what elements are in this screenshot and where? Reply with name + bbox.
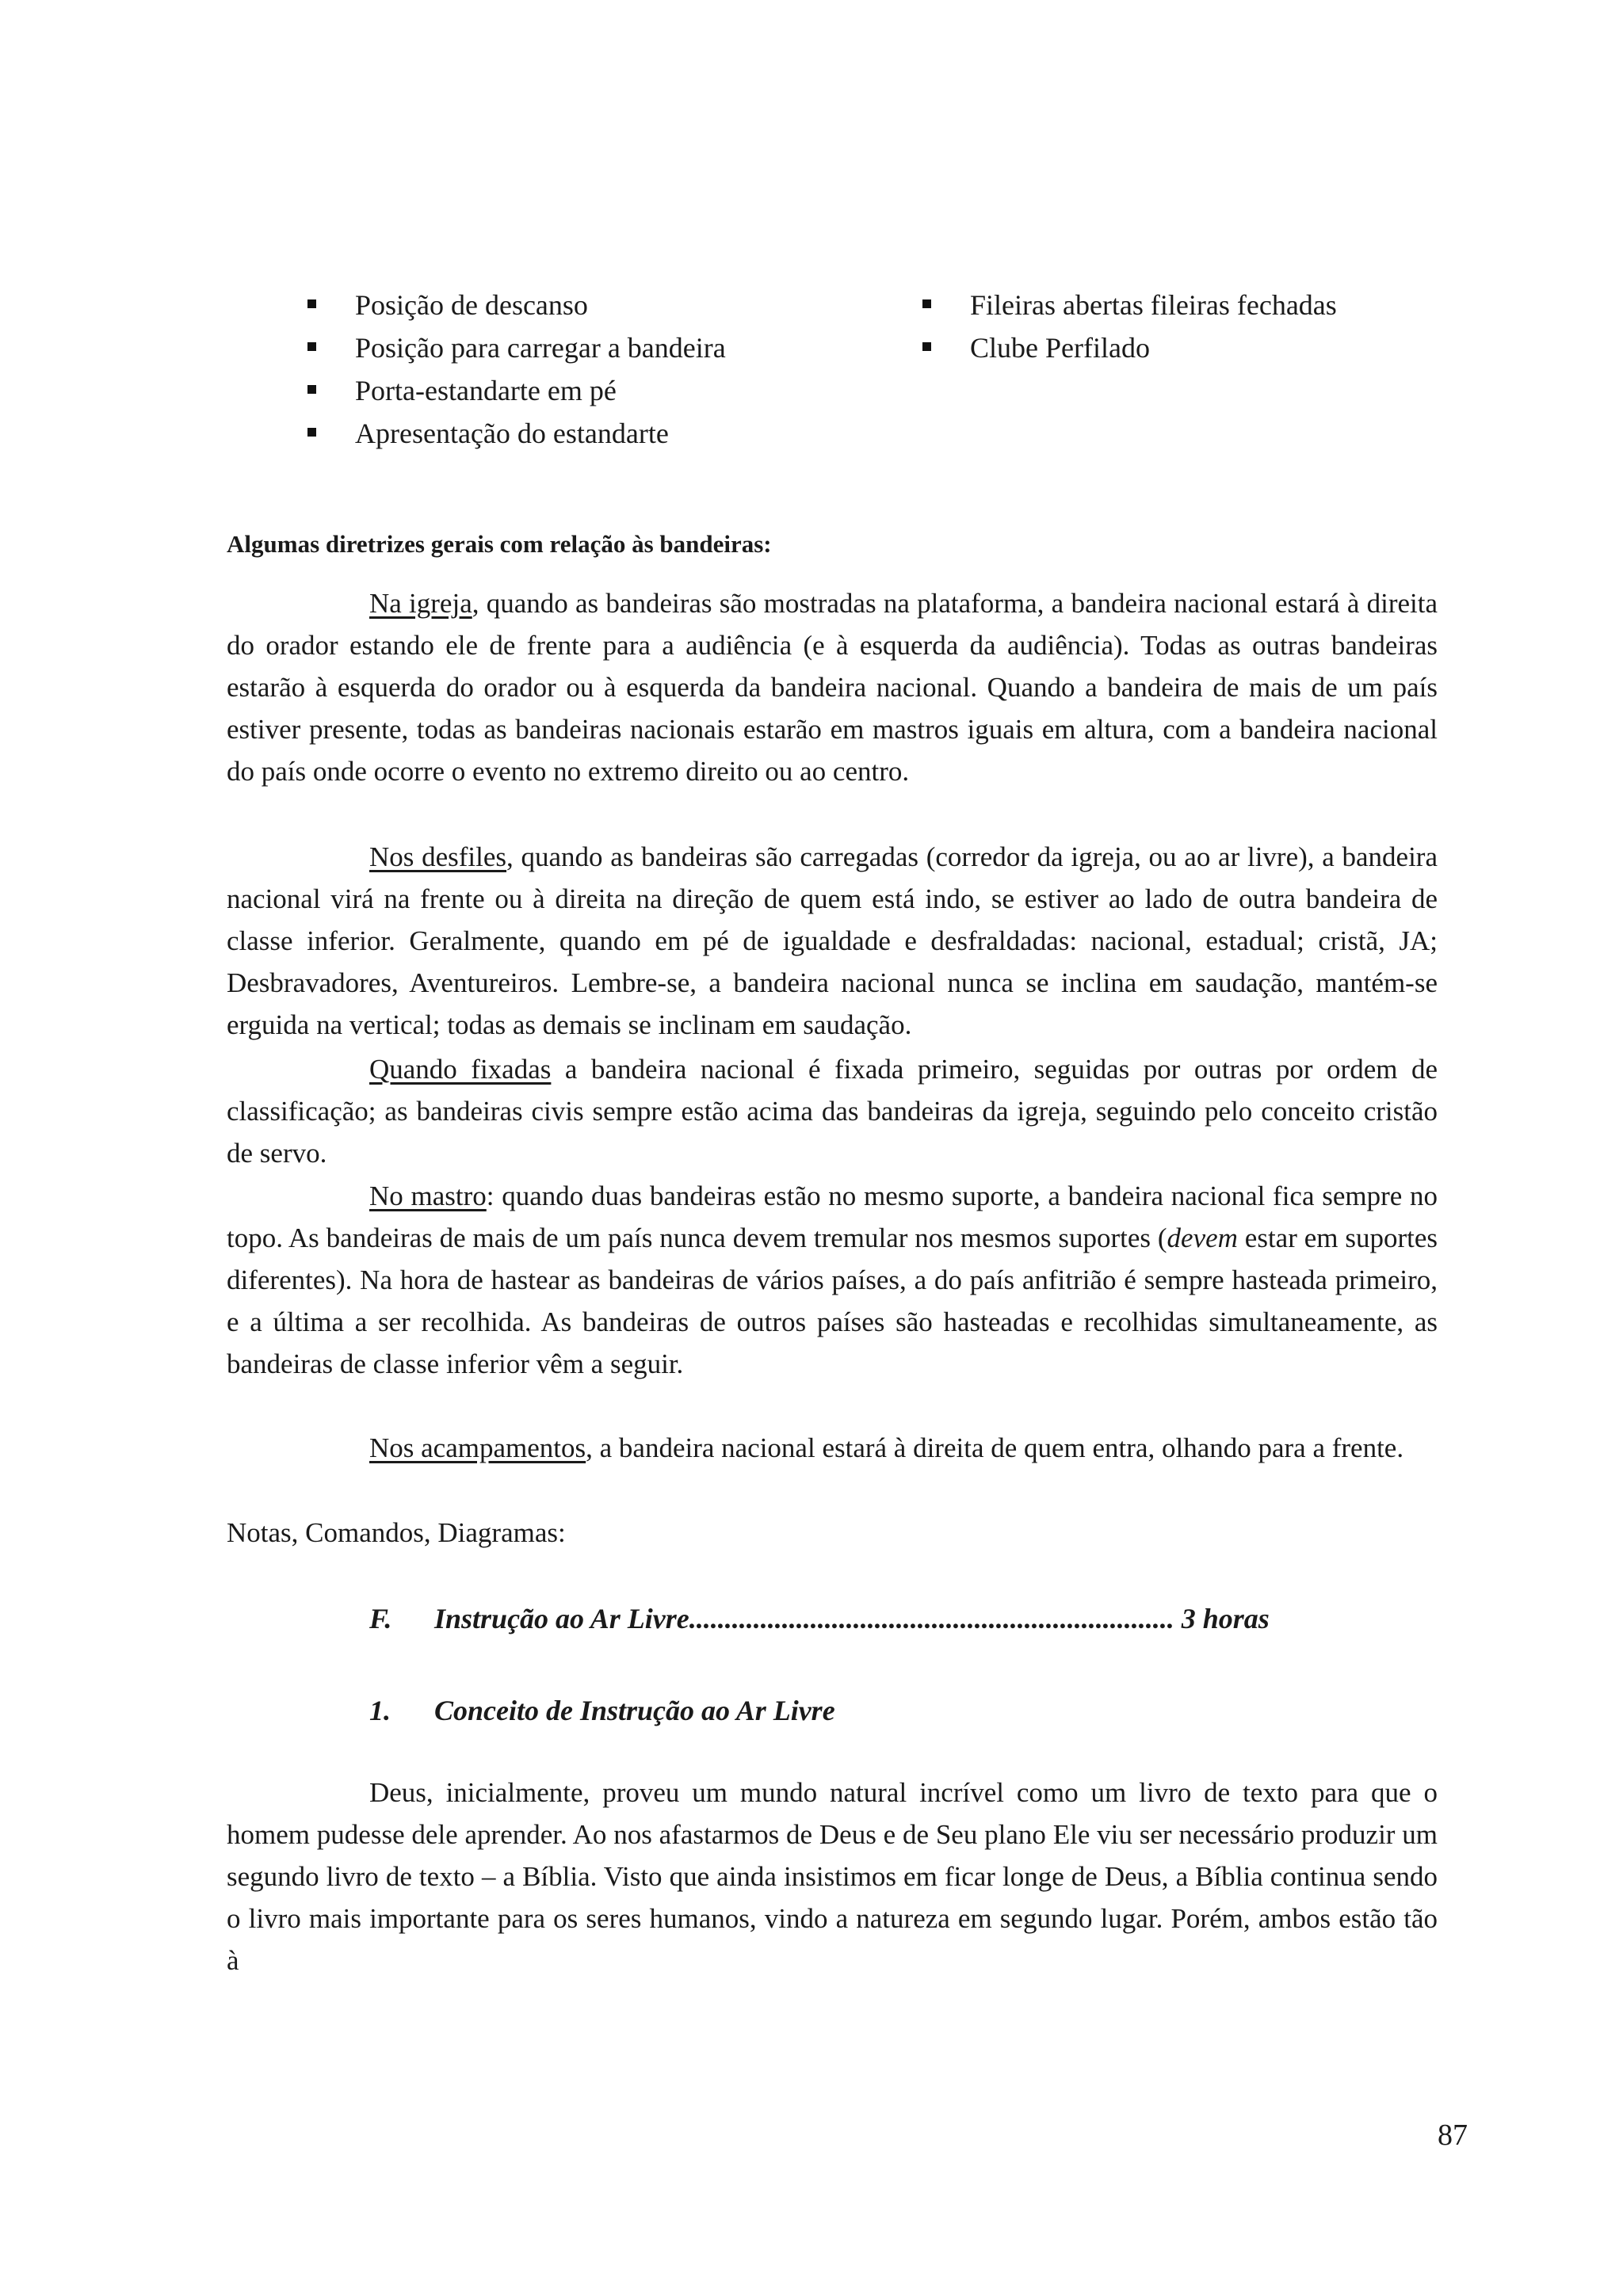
bullet-list-left: [307, 284, 726, 455]
paragraph-church: [227, 582, 1438, 792]
section-duration: 3 horas: [1181, 1603, 1270, 1634]
paragraph-text: , quando as bandeiras são mostradas na plataforma, a bandeira nacional estará à direita do orador estando ele de frente para a audiência (e à esquerda da audiência). Todas as outras bandeiras estarão à esquerda do orador ou à esquerda da bandeira nacional. Quando a bandeira de mais de um país estiver presente, todas as bandeiras nacionais estarão em mastros iguais em altura, com a bandeira nacional do país onde ocorre o evento no extremo direito ou ao centro.: [227, 588, 1438, 787]
paragraph-lead: Nos acampamentos: [369, 1432, 586, 1463]
section-title: Instrução ao Ar Livre: [434, 1603, 689, 1634]
paragraph-parades: [227, 836, 1438, 1046]
paragraph-text: , a bandeira nacional estará à direita de quem entra, olhando para a frente.: [586, 1432, 1404, 1463]
paragraph-text: : quando duas bandeiras estão no mesmo suporte, a bandeira nacional fica sempre no topo. As bandeiras de mais de um país nunca devem tremular nos mesmos suportes (: [227, 1180, 1438, 1253]
list-item: Posição para carregar a bandeira: [307, 326, 726, 369]
list-item: Clube Perfilado: [922, 326, 1337, 369]
paragraph-concept: Deus, inicialmente, proveu um mundo natural incrível como um livro de texto para que o homem pudesse dele aprender. Ao nos afastarmos de Deus e de Seu plano Ele viu ser necessário produzir um segundo livro de texto – a Bíblia. Visto que ainda insistimos em ficar longe de Deus, a Bíblia continua sendo o livro mais importante para os seres humanos, vindo a natureza em segundo lugar. Porém, ambos estão tão à: [227, 1777, 1438, 1976]
bullet-list-right: [922, 284, 1337, 369]
subsection-title: Conceito de Instrução ao Ar Livre: [434, 1695, 835, 1726]
list-item: Porta-estandarte em pé: [307, 369, 726, 412]
section-heading: Algumas diretrizes gerais com relação às bandeiras:: [227, 530, 772, 558]
list-item: Fileiras abertas fileiras fechadas: [922, 284, 1337, 326]
notes-label: Notas, Comandos, Diagramas:: [227, 1517, 566, 1548]
subsection-number: 1.: [369, 1695, 391, 1726]
subsection-1-heading: [369, 1689, 835, 1732]
paragraph-fixed: [227, 1048, 1438, 1174]
paragraph-mast: [227, 1175, 1438, 1385]
paragraph-lead: Quando fixadas: [369, 1054, 552, 1085]
paragraph-camps: [227, 1427, 1438, 1469]
section-letter: F.: [369, 1603, 392, 1634]
paragraph-text: , quando as bandeiras são carregadas (corredor da igreja, ou ao ar livre), a bandeira nacional virá na frente ou à direita na direção de quem está indo, se estiver ao lado de outra bandeira de classe inferior. Geralmente, quando em pé de igualdade e desfraldadas: nacional, estadual; cristã, JA; Desbravadores, Aventureiros. Lembre-se, a bandeira nacional nunca se inclina em saudação, mantém-se erguida na vertical; todas as demais se inclinam em saudação.: [227, 841, 1438, 1040]
paragraph-text: a bandeira nacional é fixada primeiro, seguidas por outras por ordem de classificação; as bandeiras civis sempre estão acima das bandeiras da igreja, seguindo pelo conceito cristão de servo.: [227, 1054, 1438, 1169]
paragraph-lead: Na igreja: [369, 588, 472, 619]
page-number: 87: [1438, 2119, 1468, 2152]
paragraph-lead: No mastro: [369, 1180, 487, 1211]
paragraph-lead: Nos desfiles: [369, 841, 507, 872]
paragraph-text: estar em suportes diferentes). Na hora de hastear as bandeiras de vários países, a do país anfitrião é sempre hasteada primeiro, e a última a ser recolhida. As bandeiras de outros países são hasteadas e recolhidas simultaneamente, as bandeiras de classe inferior vêm a seguir.: [227, 1222, 1438, 1379]
list-item: Posição de descanso: [307, 284, 726, 326]
section-f-heading: [369, 1597, 1270, 1640]
list-item: Apresentação do estandarte: [307, 412, 726, 455]
section-leader-dots: ....................................................................: [689, 1603, 1174, 1634]
emphasis: devem: [1167, 1222, 1238, 1253]
